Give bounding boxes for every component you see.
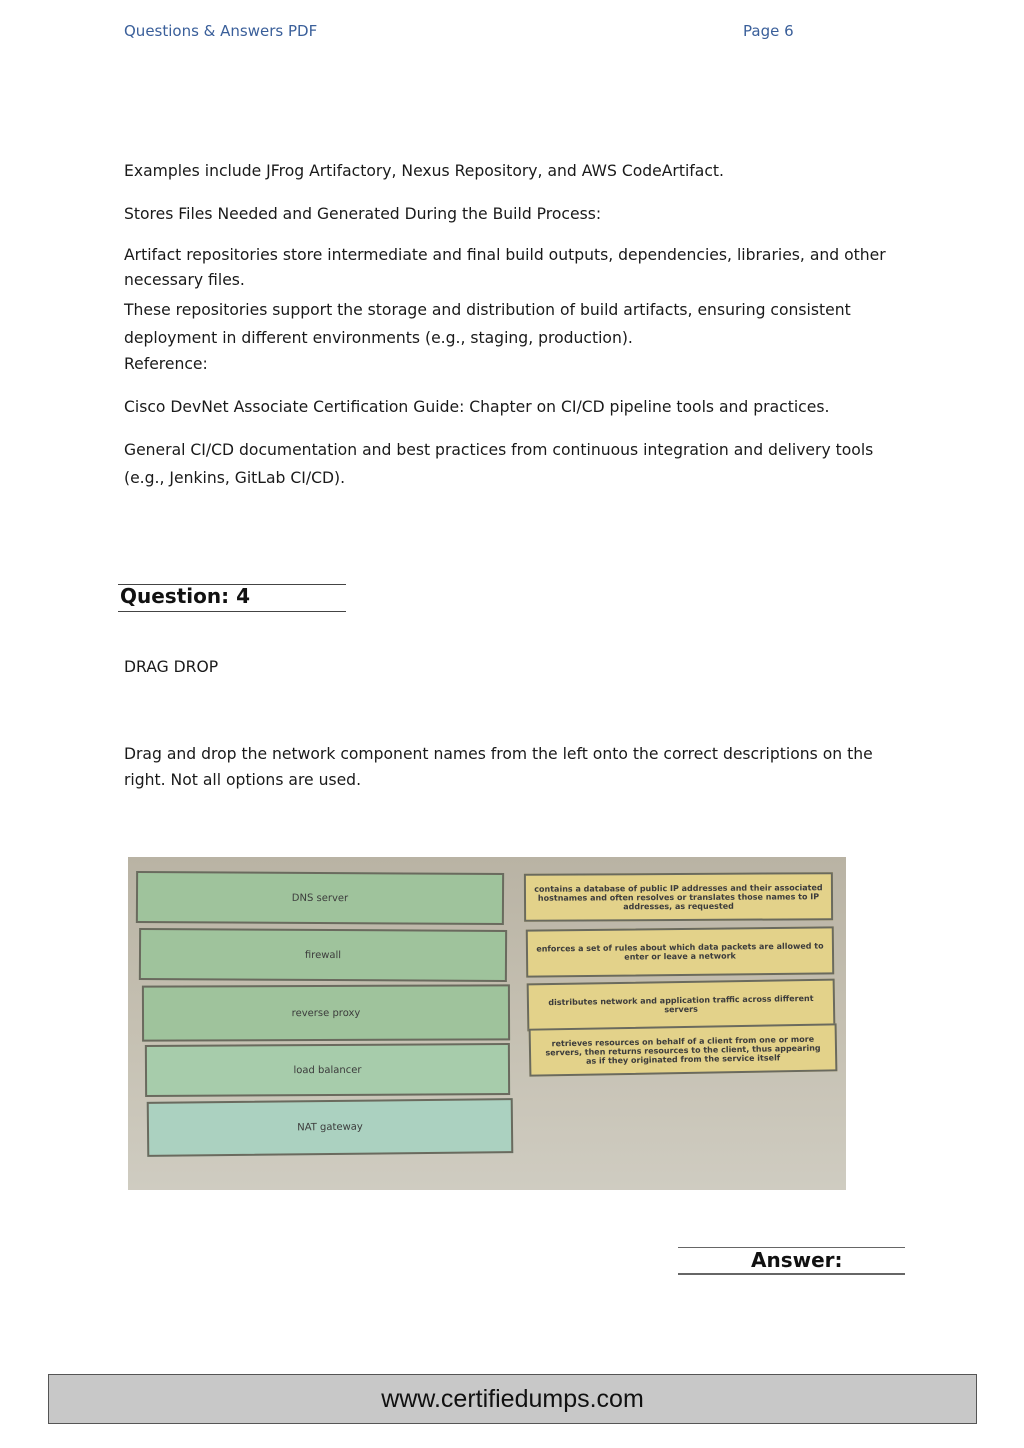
- option-firewall[interactable]: firewall: [139, 928, 507, 982]
- answer-label: Answer:: [751, 1248, 843, 1272]
- target-load-balancer-description[interactable]: distributes network and application traffic across different servers: [527, 979, 836, 1032]
- paragraph-repositories-support: These repositories support the storage and distribution of build artifacts, ensuring consistent deployment in different environments (e.g., staging, production).: [124, 301, 851, 347]
- paragraph-reference-general: General CI/CD documentation and best practices from continuous integration and delivery tools (e.g., Jenkins, GitLab CI/CD).: [124, 441, 874, 487]
- question-title: Question: 4: [120, 584, 250, 608]
- paragraph-reference-label: Reference:: [124, 355, 208, 373]
- target-firewall-description[interactable]: enforces a set of rules about which data packets are allowed to enter or leave a network: [526, 926, 834, 977]
- paragraph-stores-files-heading: Stores Files Needed and Generated During the Build Process:: [124, 205, 602, 223]
- question-bottom-rule: [118, 611, 346, 612]
- target-dns-description[interactable]: contains a database of public IP addresses and their associated hostnames and often resolves or translates those names to IP addresses, as requested: [524, 872, 833, 922]
- option-dns-server[interactable]: DNS server: [136, 871, 504, 925]
- target-reverse-proxy-description[interactable]: retrieves resources on behalf of a client from one or more servers, then returns resources to the client, thus appearing as if they originated from the service itself: [529, 1023, 838, 1076]
- drag-drop-image: [128, 857, 846, 1190]
- question-instructions: Drag and drop the network component names from the left onto the correct descriptions on the right. Not all options are used.: [124, 745, 873, 789]
- option-load-balancer[interactable]: load balancer: [145, 1043, 510, 1097]
- option-reverse-proxy[interactable]: reverse proxy: [142, 984, 510, 1041]
- footer-banner: [48, 1374, 977, 1424]
- footer-website[interactable]: www.certifiedumps.com: [381, 1384, 644, 1413]
- paragraph-reference-cisco: Cisco DevNet Associate Certification Guide: Chapter on CI/CD pipeline tools and practices.: [124, 398, 830, 416]
- paragraph-examples: Examples include JFrog Artifactory, Nexus Repository, and AWS CodeArtifact.: [124, 162, 724, 180]
- question-type: DRAG DROP: [124, 658, 219, 676]
- page-number: Page 6: [743, 22, 794, 40]
- paragraph-artifact-repositories: Artifact repositories store intermediate and final build outputs, dependencies, libraries, and other necessary files.: [124, 246, 886, 289]
- header-title: Questions & Answers PDF: [124, 22, 318, 40]
- option-nat-gateway[interactable]: NAT gateway: [147, 1098, 514, 1157]
- answer-bottom-rule: [678, 1273, 905, 1275]
